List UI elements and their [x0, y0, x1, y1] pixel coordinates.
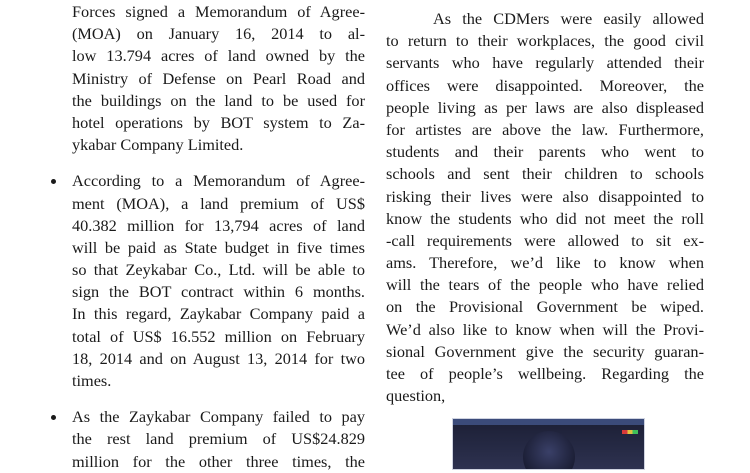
text-line: million for the other three times, the — [72, 451, 365, 471]
text-line: We’d also like to know when will the Provi- — [386, 319, 704, 339]
person-silhouette — [523, 431, 575, 470]
text-line: for artistes are above the law. Furthermore, — [386, 119, 704, 139]
continued-paragraph — [45, 1, 365, 156]
text-line: sional Government give the security guaran- — [386, 341, 704, 361]
photo-header-strip — [453, 419, 644, 425]
bullet-item-failed-payment — [45, 406, 365, 473]
text-line: will the tears of the people who have relied — [386, 275, 704, 295]
text-line: sign the BOT contract within 6 months. — [72, 282, 365, 302]
news-photo — [452, 418, 645, 470]
text-line: on the Provisional Government be wiped. — [386, 297, 704, 317]
text-line: question, — [386, 386, 446, 406]
text-line: schools and sent their children to schools — [386, 164, 704, 184]
text-line: (MOA) on January 16, 2014 to al- — [72, 24, 365, 44]
text-line: hotel operations by BOT system to Za- — [72, 112, 365, 132]
text-line: to return to their workplaces, the good civil — [386, 31, 704, 51]
right-column — [386, 8, 704, 407]
text-line: -call requirements were allowed to sit ex- — [386, 230, 704, 250]
text-line: will be paid as State budget in five times — [72, 237, 365, 257]
text-line: people living as per laws are also displeased — [386, 97, 704, 117]
left-column — [45, 1, 365, 473]
photo-indicator-icon — [622, 430, 638, 434]
text-line: students and their parents who went to — [386, 142, 704, 162]
text-line: the rest land premium of US$24.829 — [72, 429, 365, 449]
paragraph-cdmers — [386, 8, 704, 407]
text-line: the buildings on the land to be used for — [72, 90, 365, 110]
text-line: total of US$ 16.552 million on February — [72, 326, 365, 346]
text-line: ment (MOA), a land premium of US$ — [72, 193, 365, 213]
text-line: offices were disappointed. Moreover, the — [386, 75, 704, 95]
text-line: According to a Memorandum of Agree- — [72, 171, 365, 191]
text-line: servants who have regularly attended their — [386, 53, 704, 73]
bullet-item-moa-premium — [45, 170, 365, 392]
text-line: 18, 2014 and on August 13, 2014 for two — [72, 348, 365, 368]
text-line: know the students who did not meet the roll — [386, 208, 704, 228]
text-line: ams. Therefore, we’d like to know when — [386, 253, 704, 273]
text-line: so that Zeykabar Co., Ltd. will be able to — [72, 260, 365, 280]
text-line: risking their lives were also disappointed to — [386, 186, 704, 206]
text-line: As the CDMers were easily allowed — [433, 9, 704, 28]
text-line: low 13.794 acres of land owned by the — [72, 46, 365, 66]
text-line: tee of people’s wellbeing. Regarding the — [386, 364, 704, 383]
text-line: In this regard, Zaykabar Company paid a — [72, 304, 365, 324]
text-line: As the Zaykabar Company failed to pay — [72, 407, 365, 427]
text-line: Ministry of Defense on Pearl Road and — [72, 68, 365, 88]
text-line: ykabar Company Limited. — [72, 135, 244, 155]
text-line: times. — [72, 371, 112, 390]
text-line: 40.382 million for 13,794 acres of land — [72, 215, 365, 235]
text-line: Forces signed a Memorandum of Agree- — [72, 2, 365, 21]
